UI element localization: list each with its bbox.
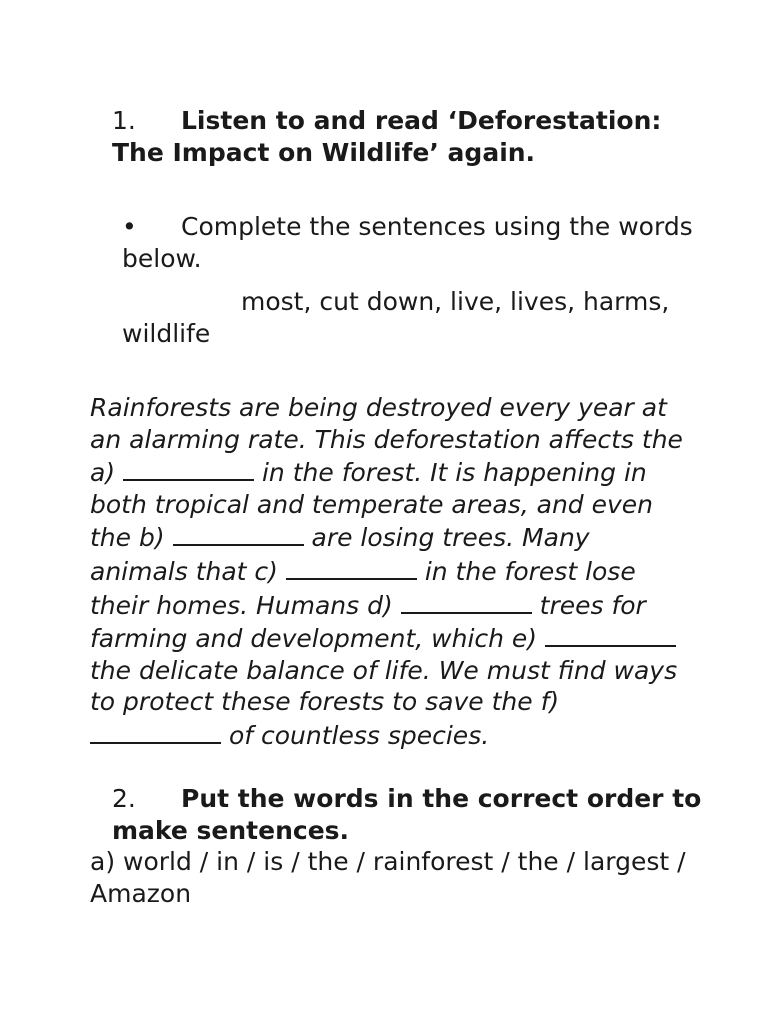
word-bank-text: most, cut down, live, lives, harms, wildlife bbox=[122, 287, 670, 348]
blank-b[interactable] bbox=[173, 520, 304, 546]
question-1-instruction: Listen to and read ‘Deforestation: The Impact on Wildlife’ again. bbox=[112, 106, 662, 167]
blank-a[interactable] bbox=[123, 455, 254, 481]
task-instruction bbox=[122, 211, 712, 274]
question-2 bbox=[112, 783, 712, 846]
question-2-number: 2. bbox=[112, 784, 136, 813]
question-1-number: 1. bbox=[112, 106, 136, 135]
passage-segment: Rainforests are being destroyed every year at an alarming rate. This deforestation affects the a) bbox=[90, 393, 683, 488]
blank-d[interactable] bbox=[401, 588, 532, 614]
passage-segment: in the forest lose their homes. Humans d) bbox=[90, 556, 636, 620]
blank-c[interactable] bbox=[286, 554, 417, 580]
passage-segment: in the forest. It is happening in both tropical and temperate areas, and even the b) bbox=[90, 458, 654, 553]
passage-segment: of countless species. bbox=[221, 720, 490, 750]
passage-segment: trees for farming and development, which e) bbox=[90, 590, 646, 654]
task-text: Complete the sentences using the words below. bbox=[122, 212, 693, 273]
word-bank bbox=[122, 286, 712, 349]
bullet-marker: • bbox=[122, 212, 137, 241]
passage-segment: are losing trees. Many animals that c) bbox=[90, 523, 590, 586]
question-2-instruction: Put the words in the correct order to make sentences. bbox=[112, 784, 702, 845]
question-1 bbox=[112, 105, 712, 168]
blank-e[interactable] bbox=[545, 621, 676, 647]
gap-fill-passage bbox=[90, 392, 690, 752]
blank-f[interactable] bbox=[90, 718, 221, 744]
passage-segment: the delicate balance of life. We must find ways to protect these forests to save the f) bbox=[90, 655, 678, 717]
question-2-item-a: a) world / in / is / the / rainforest / the / largest / Amazon bbox=[90, 847, 686, 908]
